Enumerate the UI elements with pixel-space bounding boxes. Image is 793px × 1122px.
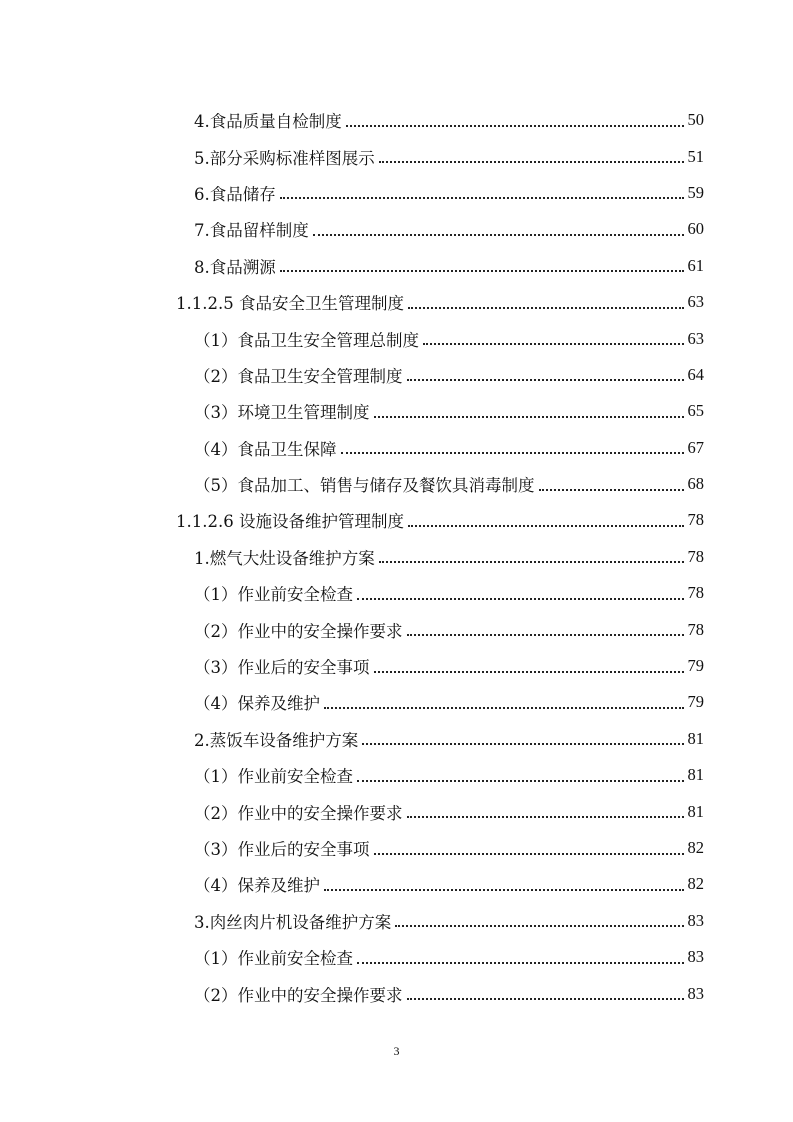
toc-entry[interactable] (0, 648, 704, 684)
dot-leader (341, 451, 684, 454)
toc-entry[interactable] (0, 320, 704, 356)
toc-entry-title: （4）保养及维护 (194, 872, 322, 896)
toc-entry-title: 2.蒸饭车设备维护方案 (194, 727, 360, 751)
dot-leader (374, 852, 684, 855)
toc-entry-title: 5.部分采购标准样图展示 (194, 145, 377, 169)
toc-entry-page: 64 (687, 364, 704, 384)
toc-entry[interactable] (0, 466, 704, 502)
toc-entry-page: 79 (687, 656, 704, 676)
toc-entry[interactable] (0, 757, 704, 793)
toc-entry-title: （1）作业前安全检查 (194, 945, 355, 969)
dot-leader (408, 524, 684, 527)
toc-entry-title: （2）作业中的安全操作要求 (194, 800, 405, 824)
toc-entry-title: 8.食品溯源 (194, 254, 278, 278)
toc-entry-title: 1.1.2.5 食品安全卫生管理制度 (176, 290, 406, 314)
toc-entry-title: 4.食品质量自检制度 (194, 108, 344, 132)
dot-leader (374, 415, 684, 418)
toc-entry-page: 83 (687, 947, 704, 967)
toc-entry[interactable] (0, 611, 704, 647)
dot-leader (357, 597, 684, 600)
toc-entry-title: （2）作业中的安全操作要求 (194, 618, 405, 642)
dot-leader (357, 779, 684, 782)
toc-entry[interactable] (0, 175, 704, 211)
dot-leader (374, 670, 684, 673)
toc-entry-page: 78 (687, 510, 704, 530)
toc-entry-title: 3.肉丝肉片机设备维护方案 (194, 909, 393, 933)
toc-entry-page: 51 (687, 146, 704, 166)
dot-leader (407, 815, 684, 818)
toc-entry-title: （3）作业后的安全事项 (194, 654, 372, 678)
toc-entry-title: （1）作业前安全检查 (194, 763, 355, 787)
dot-leader (313, 233, 684, 236)
toc-entry-title: （3）环境卫生管理制度 (194, 399, 372, 423)
dot-leader (423, 342, 684, 345)
toc-entry-page: 83 (687, 910, 704, 930)
toc-entry-page: 83 (687, 983, 704, 1003)
toc-entry-page: 78 (687, 546, 704, 566)
toc-entry-page: 63 (687, 328, 704, 348)
toc-entry[interactable] (0, 102, 704, 138)
dot-leader (379, 560, 684, 563)
toc-entry-title: （2）作业中的安全操作要求 (194, 982, 405, 1006)
toc-entry[interactable] (0, 721, 704, 757)
toc-entry[interactable] (0, 830, 704, 866)
dot-leader (408, 306, 684, 309)
dot-leader (280, 269, 684, 272)
toc-entry-title: （4）保养及维护 (194, 690, 322, 714)
toc-entry[interactable] (0, 575, 704, 611)
toc-entry[interactable] (0, 903, 704, 939)
toc-entry-title: 1.1.2.6 设施设备维护管理制度 (176, 508, 406, 532)
table-of-contents (0, 102, 793, 1012)
toc-entry-title: （3）作业后的安全事项 (194, 836, 372, 860)
dot-leader (362, 742, 683, 745)
toc-entry-page: 79 (687, 692, 704, 712)
toc-entry[interactable] (0, 684, 704, 720)
toc-entry-page: 81 (687, 765, 704, 785)
page-number: 3 (393, 1044, 400, 1058)
toc-entry-page: 81 (687, 728, 704, 748)
dot-leader (324, 888, 684, 891)
toc-entry-page: 60 (687, 219, 704, 239)
dot-leader (407, 378, 684, 381)
toc-entry[interactable] (0, 793, 704, 829)
toc-entry-title: （5）食品加工、销售与储存及餐饮具消毒制度 (194, 472, 537, 496)
dot-leader (346, 124, 684, 127)
toc-entry[interactable] (0, 975, 704, 1011)
toc-entry[interactable] (0, 393, 704, 429)
toc-entry-title: （2）食品卫生安全管理制度 (194, 363, 405, 387)
toc-entry-page: 81 (687, 801, 704, 821)
toc-entry-title: （1）作业前安全检查 (194, 581, 355, 605)
toc-entry[interactable] (0, 357, 704, 393)
toc-entry-page: 82 (687, 874, 704, 894)
toc-entry[interactable] (0, 284, 704, 320)
dot-leader (407, 633, 684, 636)
toc-entry-page: 50 (687, 110, 704, 130)
toc-entry-page: 65 (687, 401, 704, 421)
dot-leader (324, 706, 684, 709)
toc-entry-page: 59 (687, 182, 704, 202)
toc-entry-page: 78 (687, 583, 704, 603)
toc-entry[interactable] (0, 248, 704, 284)
dot-leader (407, 997, 684, 1000)
dot-leader (395, 924, 683, 927)
dot-leader (357, 961, 684, 964)
dot-leader (379, 160, 684, 163)
toc-entry-page: 68 (687, 474, 704, 494)
toc-entry[interactable] (0, 211, 704, 247)
dot-leader (280, 196, 684, 199)
toc-entry-title: （4）食品卫生保障 (194, 436, 339, 460)
toc-entry-page: 61 (687, 255, 704, 275)
toc-entry[interactable] (0, 866, 704, 902)
toc-entry-title: 7.食品留样制度 (194, 217, 311, 241)
dot-leader (539, 488, 684, 491)
toc-entry-page: 82 (687, 838, 704, 857)
toc-entry-page: 67 (687, 437, 704, 457)
toc-entry[interactable] (0, 939, 704, 975)
toc-entry-page: 78 (687, 619, 704, 639)
toc-entry[interactable] (0, 502, 704, 538)
toc-entry-title: 6.食品储存 (194, 181, 278, 205)
toc-entry-title: 1.燃气大灶设备维护方案 (194, 545, 377, 569)
toc-entry[interactable] (0, 138, 704, 174)
toc-entry[interactable] (0, 539, 704, 575)
toc-entry-title: （1）食品卫生安全管理总制度 (194, 327, 421, 351)
toc-entry-page: 63 (687, 292, 704, 312)
toc-entry[interactable] (0, 430, 704, 466)
